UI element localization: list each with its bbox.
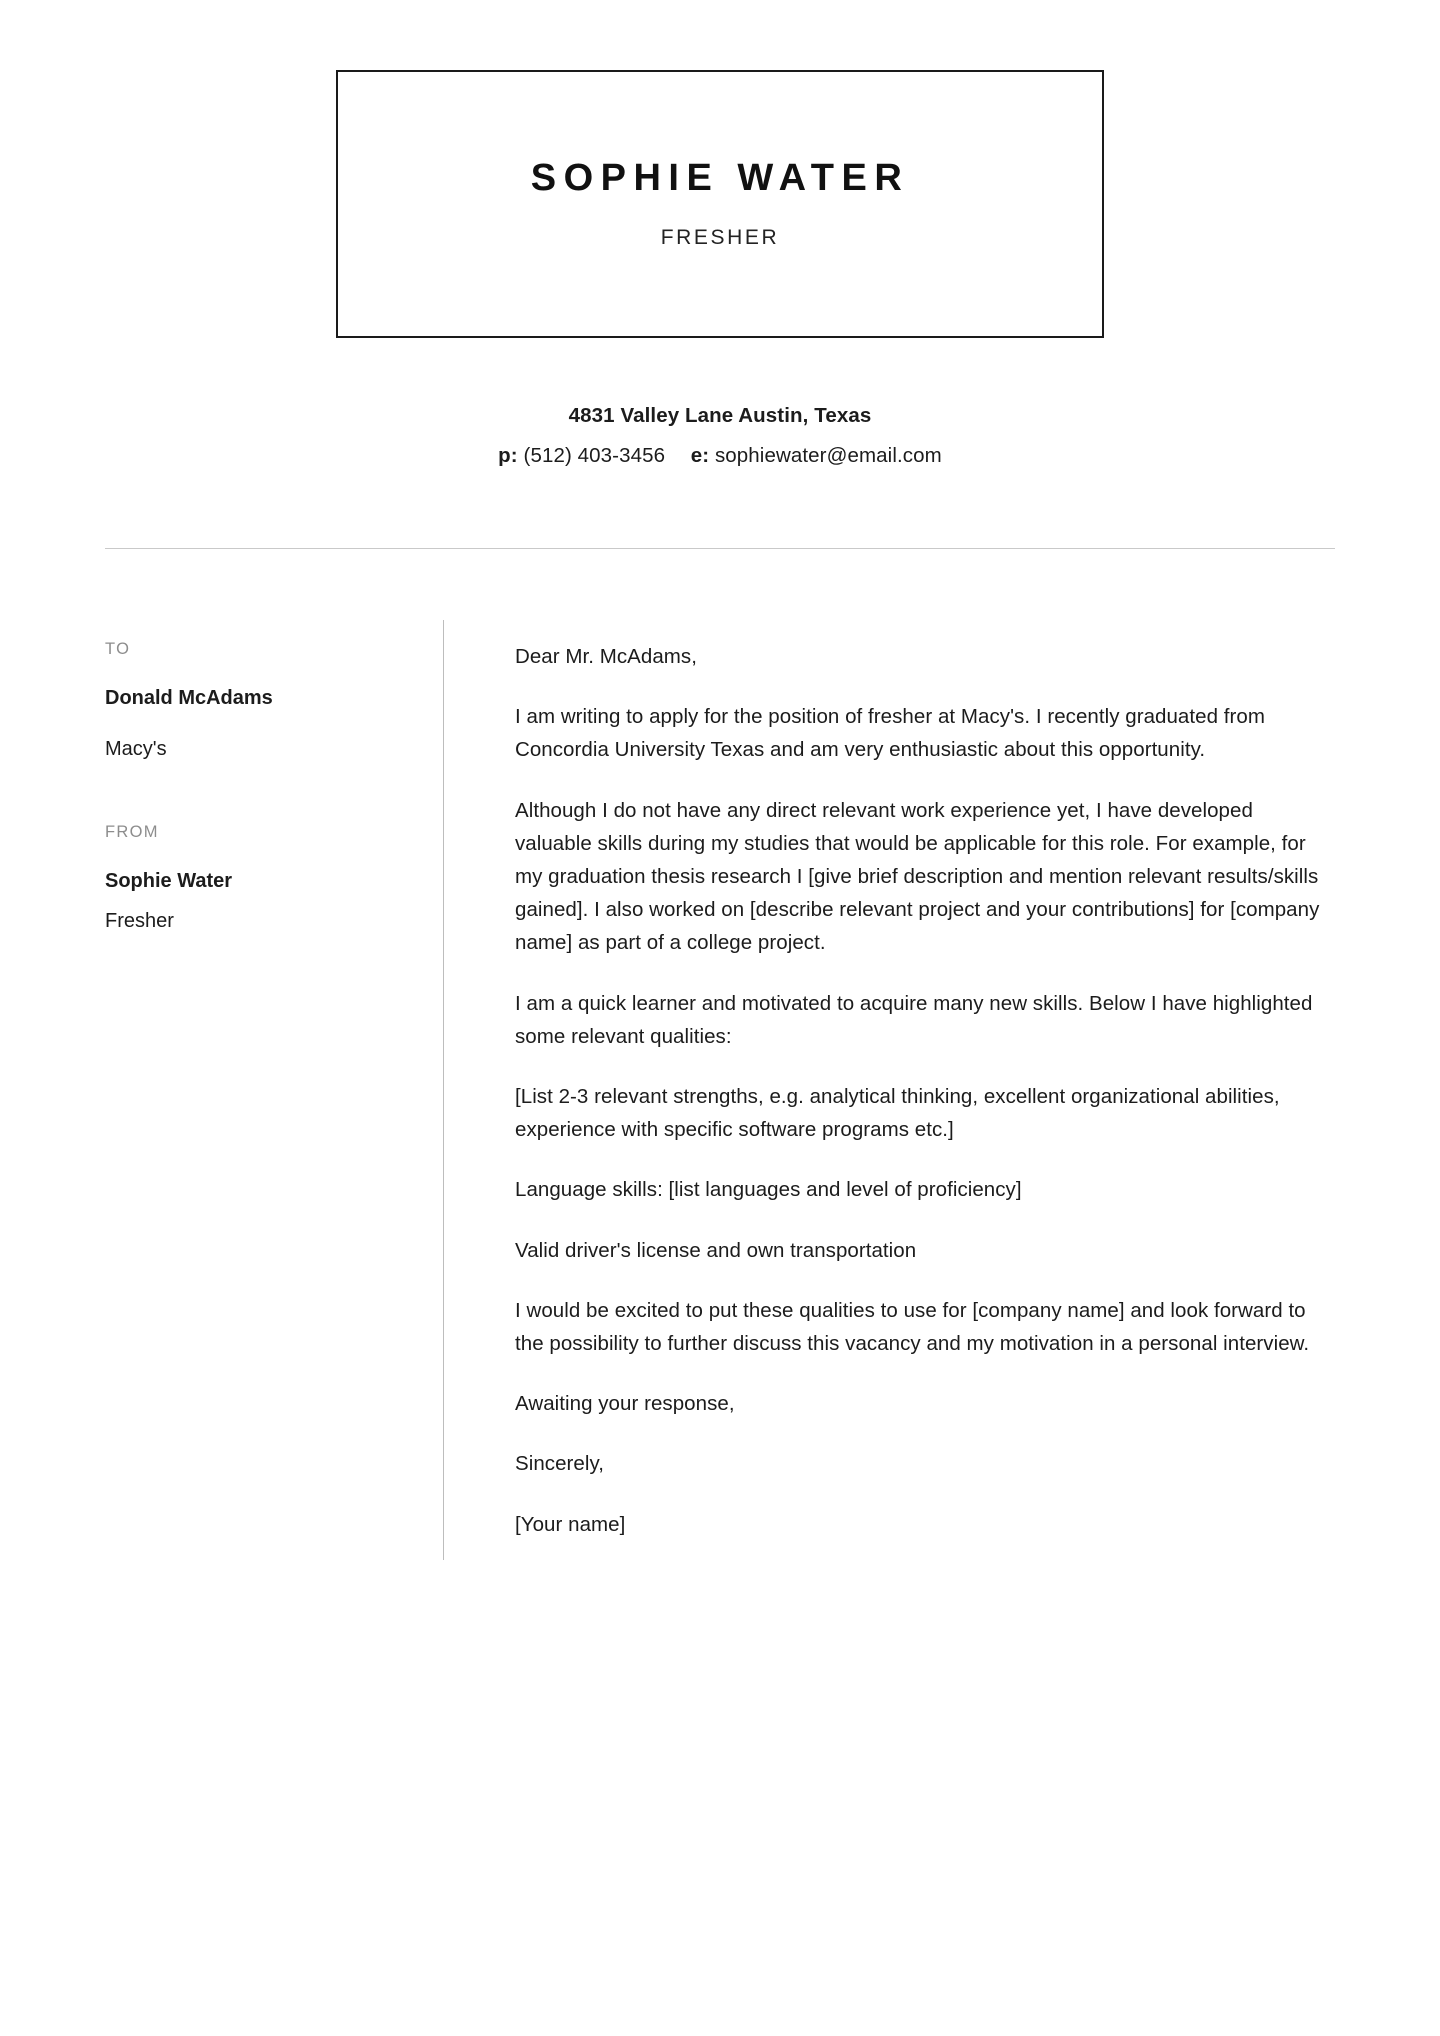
- email-label: e:: [690, 444, 710, 467]
- letter-signoff: Sincerely,: [515, 1452, 604, 1476]
- name-header-box: [336, 70, 1104, 338]
- phone-label: p:: [498, 444, 518, 467]
- letter-paragraph: I am writing to apply for the position of fresher at Macy's. I recently graduated from Concordia University Texas and am very enthusiastic about this opportunity.: [515, 705, 1265, 762]
- recipient-name: Donald McAdams: [105, 687, 273, 709]
- email-value: sophiewater@email.com: [714, 444, 942, 467]
- meta-column: [105, 640, 405, 933]
- letter-paragraph: Valid driver's license and own transportation: [515, 1238, 917, 1262]
- contact-address: 4831 Valley Lane Austin, Texas: [568, 404, 872, 427]
- page-subtitle: FRESHER: [660, 225, 780, 249]
- contact-block: [0, 404, 1440, 468]
- letter-paragraph: I am a quick learner and motivated to acquire many new skills. Below I have highlighted some relevant qualities:: [515, 991, 1313, 1048]
- letter-paragraph: I would be excited to put these qualities to use for [company name] and look forward to the possibility to further discuss this vacancy and my motivation in a personal interview.: [515, 1298, 1310, 1356]
- letter-paragraph: Although I do not have any direct relevant work experience yet, I have developed valuable skills during my studies that would be applicable for this role. For example, for my graduation thesis research I [give brief description and mention relevant results/skills gained]. I also worked on [describe relevant project and your contributions] for [company name] as part of a college project.: [515, 798, 1320, 955]
- column-divider: [443, 620, 444, 1560]
- letter-closing-line: Awaiting your response,: [515, 1392, 735, 1416]
- contact-phone-email: [0, 444, 1440, 468]
- phone-value: (512) 403-3456: [523, 444, 666, 467]
- recipient-block: [105, 640, 405, 761]
- sender-title: Fresher: [105, 910, 174, 932]
- letter-content-column: [515, 640, 1335, 1541]
- sender-section-label: FROM: [105, 823, 159, 841]
- letter-signature: [Your name]: [515, 1512, 626, 1536]
- letter-salutation: Dear Mr. McAdams,: [515, 645, 697, 668]
- page-title: SOPHIE WATER: [530, 157, 910, 200]
- letter-paragraph: [List 2-3 relevant strengths, e.g. analytical thinking, excellent organizational abilities, experience with specific software programs etc.]: [515, 1085, 1280, 1142]
- header-divider: [105, 548, 1335, 549]
- recipient-company: Macy's: [105, 738, 167, 760]
- sender-name: Sophie Water: [105, 870, 233, 892]
- letter-paragraph: Language skills: [list languages and level of proficiency]: [515, 1178, 1022, 1202]
- sender-block: [105, 823, 405, 933]
- recipient-section-label: TO: [105, 640, 131, 658]
